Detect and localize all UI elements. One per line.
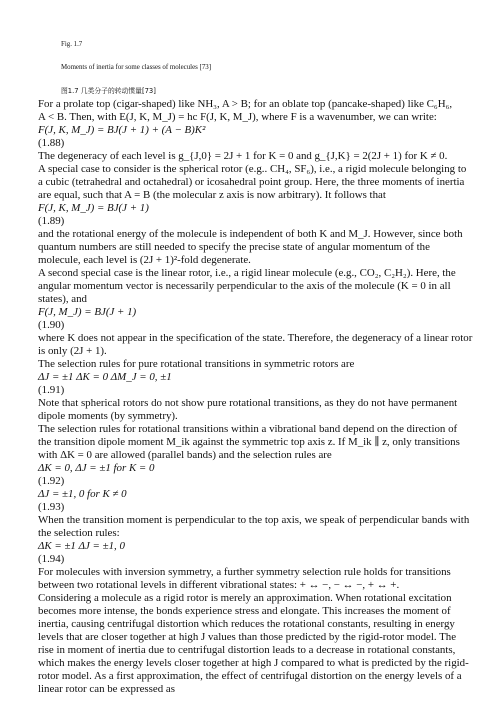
text-line: inertia, causing centrifugal distortion which reduces the rotational constants, resulting in energy <box>38 618 455 630</box>
text-line: angular momentum vector is necessarily perpendicular to the axis of the molecule (K = 0 in all <box>38 280 451 292</box>
equation-number: (1.88) <box>38 137 65 149</box>
text-line: For a prolate top (cigar-shaped) like NH₃, A > B; for an oblate top (pancake-shaped) like C₆H₆, <box>38 98 453 110</box>
text-line: molecule, each level is (2J + 1)²-fold degenerate. <box>38 254 251 266</box>
figure-caption-chinese: 图1.7 几类分子的转动惯量[73] <box>61 87 156 95</box>
text-line: dipole moments (by symmetry). <box>38 410 178 422</box>
text-line: rise in moment of inertia due to centrifugal distortion leads to a decrease in rotational constants, <box>38 644 456 656</box>
text-line: and the rotational energy of the molecule is independent of both K and M_J. However, since both <box>38 228 463 240</box>
text-line: is only (2J + 1). <box>38 345 107 357</box>
equation-1-90: F(J, M_J) = BJ(J + 1) <box>38 306 137 318</box>
text-line: The degeneracy of each level is g_{J,0} = 2J + 1 for K = 0 and g_{J,K} = 2(2J + 1) for K ≠ 0. <box>38 150 448 162</box>
text-line: where K does not appear in the specification of the state. Therefore, the degeneracy of a linear rotor <box>38 332 473 344</box>
equation-number: (1.89) <box>38 215 65 227</box>
equation-1-93: ΔJ = ±1, 0 for K ≠ 0 <box>38 488 127 500</box>
text-line: A special case to consider is the spherical rotor (e.g.. CH₄, SF₆), i.e., a rigid molecule belonging to <box>38 163 467 175</box>
text-line: with ΔK = 0 are allowed (parallel bands) and the selection rules are <box>38 449 332 461</box>
text-line: becomes more intense, the bonds experience stress and elongate. This increases the moment of <box>38 605 451 617</box>
text-line: between two rotational levels in different vibrational states: + ↔ −, − ↔ −, + ↔ +. <box>38 579 400 591</box>
text-line: For molecules with inversion symmetry, a further symmetry selection rule holds for transitions <box>38 566 451 578</box>
text-line: the transition dipole moment M_ik against the symmetric top axis z. If M_ik ∥ z, only transitions <box>38 436 460 448</box>
equation-1-92: ΔK = 0, ΔJ = ±1 for K = 0 <box>38 462 155 474</box>
equation-1-88: F(J, K, M_J) = BJ(J + 1) + (A − B)K² <box>38 124 206 136</box>
equation-number: (1.94) <box>38 553 65 565</box>
text-line: which makes the energy levels closer together at high J compared to what is predicted by the rigid- <box>38 657 469 669</box>
text-line: The selection rules for pure rotational transitions in symmetric rotors are <box>38 358 355 370</box>
figure-caption-english: Moments of inertia for some classes of molecules [73] <box>61 64 212 71</box>
equation-number: (1.90) <box>38 319 65 331</box>
equation-number: (1.92) <box>38 475 65 487</box>
text-line: Considering a molecule as a rigid rotor is merely an approximation. When rotational excitation <box>38 592 452 604</box>
text-line: rotor model. As a first approximation, the effect of centrifugal distortion on the energy levels of a <box>38 670 462 682</box>
figure-label: Fig. 1.7 <box>61 41 83 48</box>
text-line: quantum numbers are still needed to specify the precise state of angular momentum of the <box>38 241 430 253</box>
text-line: The selection rules for rotational transitions within a vibrational band depend on the direction of <box>38 423 458 435</box>
equation-number: (1.93) <box>38 501 65 513</box>
text-line: are equal, such that A = B (the molecular z axis is now arbitrary). It follows that <box>38 189 386 201</box>
text-line: Note that spherical rotors do not show pure rotational transitions, as they do not have permanent <box>38 397 458 409</box>
equation-1-89: F(J, K, M_J) = BJ(J + 1) <box>38 202 149 214</box>
text-line: levels that are closer together at high J values than those predicted by the rigid-rotor model. The <box>38 631 457 643</box>
equation-1-94: ΔK = ±1 ΔJ = ±1, 0 <box>38 540 125 552</box>
text-line: states), and <box>38 293 87 305</box>
text-line: A < B. Then, with E(J, K, M_J) = hc F(J, K, M_J), where F is a wavenumber, we can write: <box>38 111 437 123</box>
text-line: the selection rules: <box>38 527 120 539</box>
text-line: linear rotor can be expressed as <box>38 683 175 695</box>
text-line: When the transition moment is perpendicular to the top axis, we speak of perpendicular bands with <box>38 514 470 526</box>
text-line: a cubic (tetrahedral and octahedral) or icosahedral point group. Here, the three moments of inertia <box>38 176 465 188</box>
equation-1-91: ΔJ = ±1 ΔK = 0 ΔM_J = 0, ±1 <box>38 371 172 383</box>
equation-number: (1.91) <box>38 384 65 396</box>
text-line: A second special case is the linear rotor, i.e., a rigid linear molecule (e.g., CO₂, C₂H₂). Here, the <box>38 267 456 279</box>
